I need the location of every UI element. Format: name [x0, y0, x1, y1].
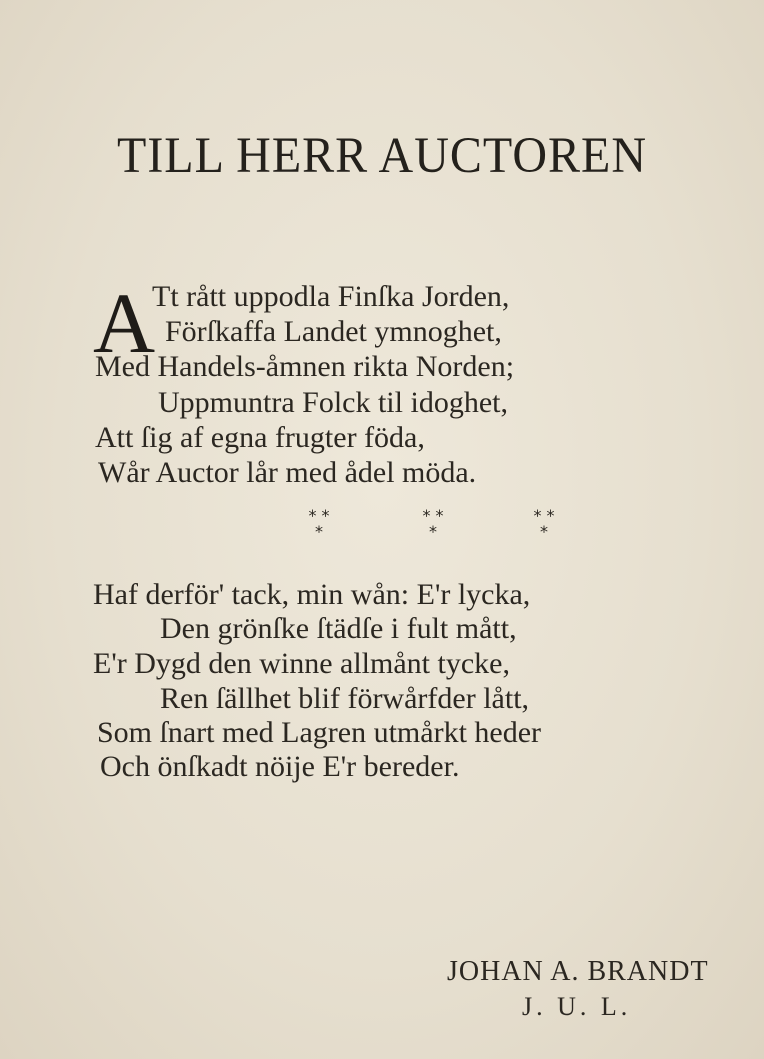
- verse-line: Förſkaffa Landet ymnoghet,: [165, 315, 502, 348]
- asterism-ornament: [514, 508, 574, 540]
- asterism-ornament: [289, 508, 349, 540]
- verse-line: Ren ſällhet blif förwårfder lått,: [160, 682, 530, 715]
- drop-cap: A: [93, 275, 156, 371]
- verse-line: Den grönſke ſtädſe i fult mått,: [160, 612, 517, 645]
- verse-line: Som ſnart med Lagren utmårkt heder: [97, 716, 542, 749]
- verse-line: Och önſkadt nöije E'r bereder.: [100, 750, 460, 783]
- poem-title: TILL HERR AUCTOREN: [117, 127, 647, 184]
- verse-line: Att ſig af egna frugter föda,: [95, 421, 425, 454]
- verse-line: Tt rått uppodla Finſka Jorden,: [152, 280, 510, 313]
- ornament-top: * *: [308, 506, 330, 525]
- ornament-bottom: *: [315, 522, 323, 541]
- ornament-top: * *: [422, 506, 444, 525]
- ornament-top: * *: [533, 506, 555, 525]
- author-initials: J. U. L.: [522, 992, 632, 1021]
- verse-line: Med Handels-åmnen rikta Norden;: [95, 350, 515, 383]
- ornament-bottom: *: [429, 522, 437, 541]
- verse-line: Uppmuntra Folck til idoghet,: [158, 386, 508, 419]
- asterism-ornament: [403, 508, 463, 540]
- verse-line: Haf derför' tack, min wån: E'r lycka,: [93, 578, 531, 611]
- author-signature: JOHAN A. BRANDT: [447, 956, 709, 987]
- ornament-bottom: *: [540, 522, 548, 541]
- verse-line: Wår Auctor lår med ådel möda.: [98, 456, 477, 489]
- verse-line: E'r Dygd den winne allmånt tycke,: [93, 647, 510, 680]
